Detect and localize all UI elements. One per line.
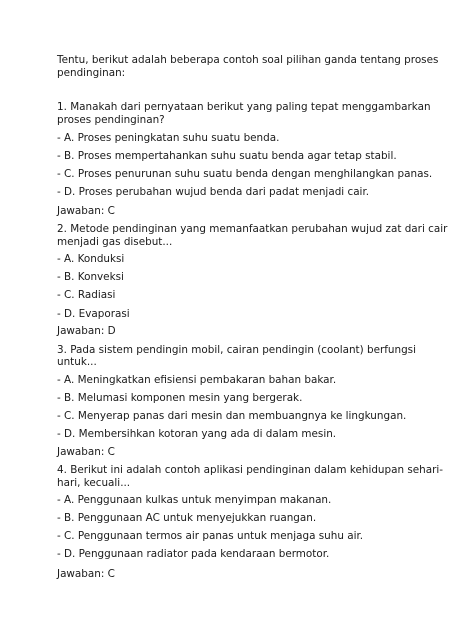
intro-line: Tentu, berikut adalah beberapa contoh soal pilihan ganda tentang proses	[57, 54, 439, 66]
option-item: - D. Membersihkan kotoran yang ada di dalam mesin.	[57, 428, 337, 440]
option-item: - C. Menyerap panas dari mesin dan membuangnya ke lingkungan.	[57, 410, 407, 422]
answer-line: Jawaban: D	[57, 325, 116, 337]
question-2-text: 2. Metode pendinginan yang memanfaatkan perubahan wujud zat dari cair	[57, 223, 448, 235]
question-4-text: hari, kecuali...	[57, 477, 131, 489]
answer-line: Jawaban: C	[57, 568, 115, 580]
question-1-text: 1. Manakah dari pernyataan berikut yang paling tepat menggambarkan	[57, 101, 431, 113]
question-4-text: 4. Berikut ini adalah contoh aplikasi pendinginan dalam kehidupan sehari-	[57, 464, 444, 476]
question-3-text: 3. Pada sistem pendingin mobil, cairan pendingin (coolant) berfungsi	[57, 344, 416, 356]
option-item: - A. Meningkatkan efisiensi pembakaran bahan bakar.	[57, 374, 337, 386]
question-3-text: untuk...	[57, 356, 97, 368]
option-item: - D. Penggunaan radiator pada kendaraan bermotor.	[57, 548, 330, 560]
option-item: - A. Konduksi	[57, 253, 125, 265]
intro-line: pendinginan:	[57, 67, 126, 79]
option-item: - D. Evaporasi	[57, 308, 130, 320]
question-1-text: proses pendinginan?	[57, 114, 165, 126]
option-item: - C. Radiasi	[57, 289, 116, 301]
option-item: - A. Penggunaan kulkas untuk menyimpan makanan.	[57, 494, 332, 506]
option-item: - B. Melumasi komponen mesin yang bergerak.	[57, 392, 303, 404]
question-2-text: menjadi gas disebut...	[57, 236, 173, 248]
option-item: - A. Proses peningkatan suhu suatu benda.	[57, 132, 280, 144]
answer-line: Jawaban: C	[57, 446, 115, 458]
option-item: - B. Konveksi	[57, 271, 124, 283]
option-item: - C. Penggunaan termos air panas untuk menjaga suhu air.	[57, 530, 364, 542]
option-item: - D. Proses perubahan wujud benda dari padat menjadi cair.	[57, 186, 370, 198]
option-item: - B. Penggunaan AC untuk menyejukkan ruangan.	[57, 512, 317, 524]
option-item: - B. Proses mempertahankan suhu suatu benda agar tetap stabil.	[57, 150, 397, 162]
option-item: - C. Proses penurunan suhu suatu benda dengan menghilangkan panas.	[57, 168, 433, 180]
answer-line: Jawaban: C	[57, 205, 115, 217]
